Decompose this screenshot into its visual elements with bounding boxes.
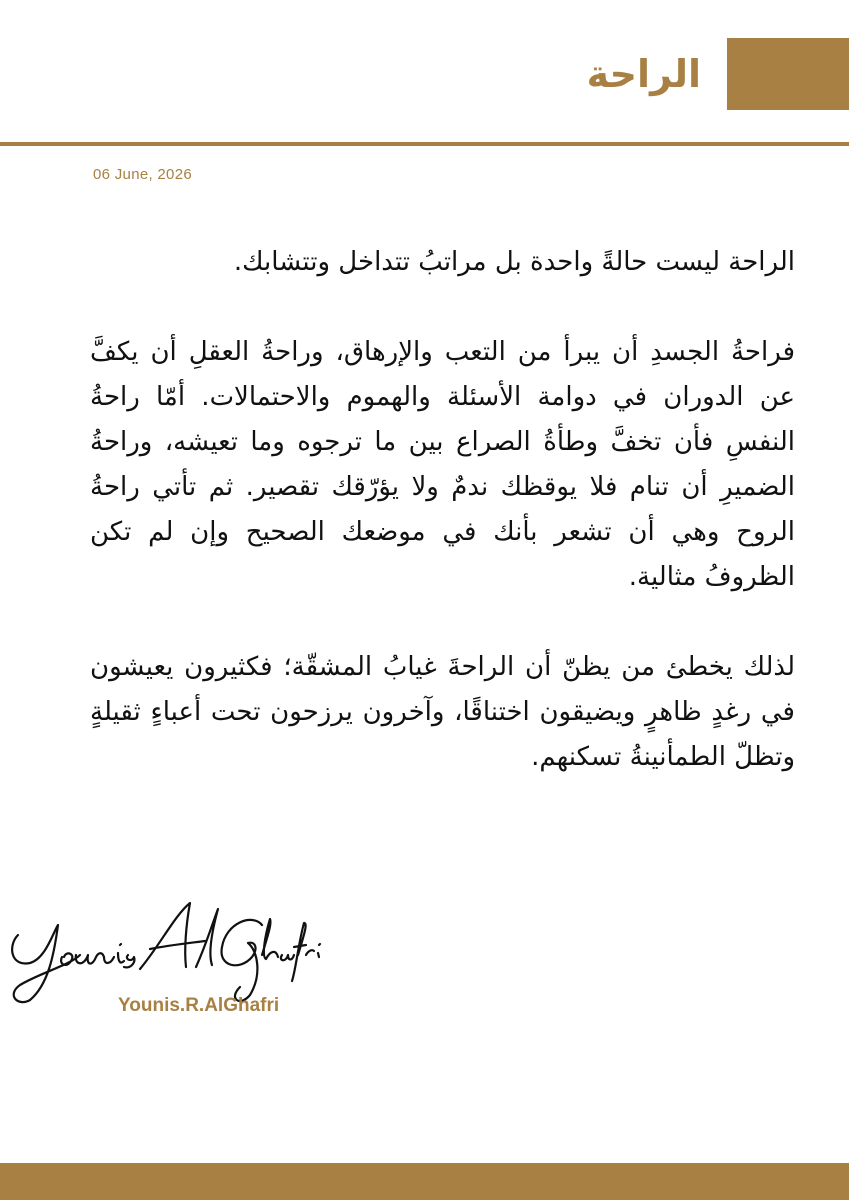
paragraph-conclusion: لذلك يخطئ من يظنّ أن الراحةَ غيابُ المشقّة؛ فكثيرون يعيشون في رغدٍ ظاهرٍ ويضيقون اختناقًا، وآخرون يرزحون تحت أعباءٍ ثقيلةٍ وتظلّ الطمأنينةُ تسكنهم. [90, 652, 795, 772]
header-divider [0, 142, 849, 146]
paragraph-intro: الراحة ليست حالةً واحدة بل مراتبُ تتداخل وتتشابك. [233, 247, 795, 277]
footer-bar [0, 1163, 849, 1200]
paragraph-kinds: فراحةُ الجسدِ أن يبرأ من التعب والإرهاق، وراحةُ العقلِ أن يكفَّ عن الدوران في دوامة الأسئلة والهموم والاحتمالات. أمّا راحةُ النفسِ فأن تخفَّ وطأةُ الصراع بين ما ترجوه وما تعيشه، وراحةُ الضميرِ أن تنام فلا يوقظك ندمٌ ولا يؤرّقك تقصير. ثم تأتي راحةُ الروح وهي أن تشعر بأنك في موضعك الصحيح وإن لم تكن الظروفُ مثالية. [90, 337, 795, 592]
signature-block [0, 895, 330, 1035]
header-accent-bar [727, 38, 849, 110]
document-date: 06 June, 2026 [93, 166, 192, 183]
page-title: الراحة [586, 52, 701, 96]
signature-printed-name: Younis.R.AlGhafri [118, 995, 280, 1016]
handwritten-signature [0, 895, 330, 1005]
document-body [90, 240, 795, 825]
